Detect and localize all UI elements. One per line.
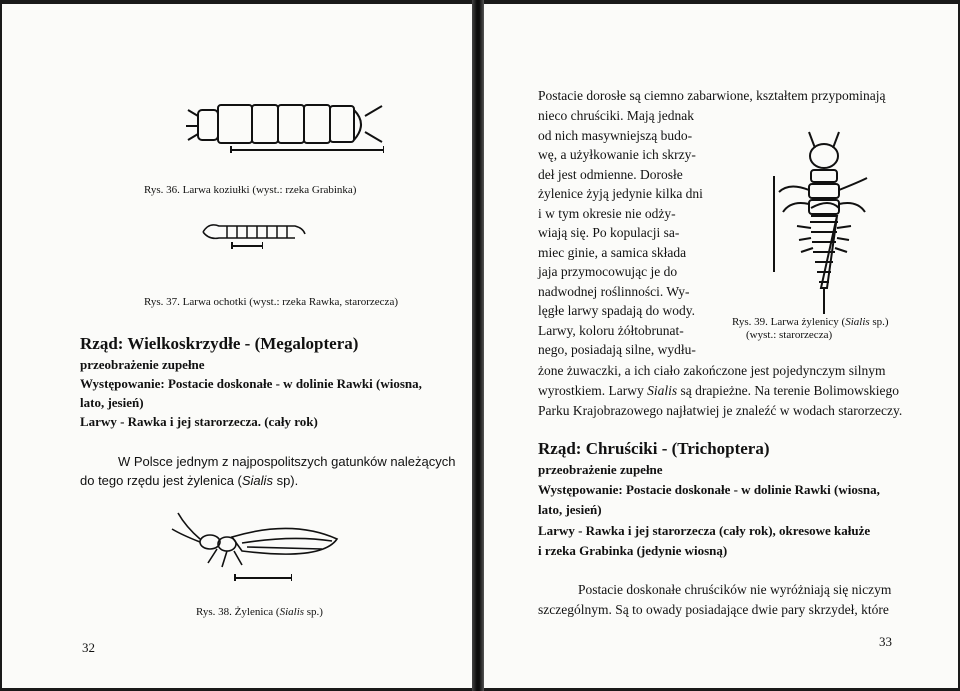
p1-narrow-line: wiają się. Po kopulacji sa- — [538, 225, 680, 240]
p1-tail-line-2 — [538, 381, 899, 401]
p1-narrow-line: żylenice żyją jedynie kilka dni — [538, 186, 703, 201]
p1-tail2-species: Sialis — [647, 383, 678, 398]
fig37-larva-drawing — [199, 220, 309, 242]
occurrence-line-1-right: Występowanie: Postacie doskonałe - w dolinie Rawki (wiosna, — [538, 482, 880, 497]
p1-narrow-line: lęgłe larwy spadają do wody. — [538, 303, 695, 318]
metamorphosis-label-right: przeobrażenie zupełne — [538, 462, 663, 477]
p1-line-full: Postacie dorosłe są ciemno zabarwione, kształtem przypominają — [538, 88, 886, 103]
fig37-scale-bar — [231, 245, 263, 247]
fig39-scale-bar — [773, 176, 775, 272]
trichoptera-heading: Rząd: Chruściki - (Trichoptera) — [538, 439, 770, 458]
fig36-caption: Rys. 36. Larwa koziułki (wyst.: rzeka Grabinka) — [144, 184, 357, 196]
metamorphosis-label: przeobrażenie zupełne — [80, 357, 205, 372]
fig36-scale-bar — [230, 149, 384, 151]
fig39-sialis-larva-drawing — [769, 128, 879, 318]
megaloptera-heading: Rząd: Wielkoskrzydłe - (Megaloptera) — [80, 334, 359, 353]
fig38-sialis-adult-drawing — [172, 509, 347, 579]
p1-narrow-line: nieco chruściki. Mają jednak — [538, 108, 694, 123]
sialis-paragraph-line-2 — [80, 471, 298, 490]
fig38-caption-prefix: Rys. 38. Żylenica ( — [196, 606, 280, 618]
p1-tail-line-3: Parku Krajobrazowego najłatwiej je znaleźć w wodach starorzeczy. — [538, 403, 903, 418]
p1-narrow-line: nadwodnej roślinności. Wy- — [538, 283, 690, 299]
page-number-left: 32 — [82, 640, 95, 655]
book-gutter — [472, 0, 484, 691]
p1-tail2-suffix: są drapieżne. Na terenie Bolimowskiego — [677, 383, 900, 398]
p2-line-1: Postacie doskonałe chruścików nie wyróżniają się niczym — [578, 582, 892, 597]
fig38-caption-species: Sialis — [279, 606, 305, 618]
right-page — [484, 4, 958, 688]
p1-narrow-line: i w tym okresie nie odży- — [538, 205, 676, 221]
p1-tail2-prefix: wyrostkiem. Larwy — [538, 383, 648, 398]
fig38-scale-bar — [234, 577, 292, 579]
sialis-paragraph-line-1: W Polsce jednym z najpospolitszych gatunków należących — [118, 454, 456, 469]
p1-narrow-line: miec ginie, a samica składa — [538, 244, 687, 260]
fig39-caption-suffix: sp.) — [869, 316, 889, 328]
left-page — [2, 4, 472, 688]
fig39-caption-species: Sialis — [845, 316, 870, 328]
fig37-caption: Rys. 37. Larwa ochotki (wyst.: rzeka Rawka, starorzecza) — [144, 296, 398, 308]
occurrence-line-1: Występowanie: Postacie doskonałe - w dolinie Rawki (wiosna, — [80, 376, 422, 391]
fig38-caption-suffix: sp.) — [304, 606, 323, 618]
fig39-caption-line-1 — [732, 316, 889, 328]
fig39-caption-line-2: (wyst.: starorzecza) — [746, 329, 833, 341]
fig36-larva-drawing — [182, 96, 392, 154]
para-line2-prefix: do tego rzędu jest żylenica ( — [80, 473, 242, 488]
para-line2-suffix: sp). — [272, 473, 299, 488]
p1-narrow-line: deł jest odmienne. Dorosłe — [538, 166, 683, 182]
occurrence-line-2: lato, jesień) — [80, 395, 144, 410]
p1-narrow-line: od nich masywniejszą budo- — [538, 127, 693, 143]
p1-narrow-line: jaja przymocowując je do — [538, 264, 678, 279]
para-line2-species: Sialis — [241, 473, 273, 488]
occurrence-line-2-right: lato, jesień) — [538, 502, 602, 517]
p2-line-2: szczególnym. Są to owady posiadające dwie pary skrzydeł, które — [538, 602, 889, 617]
fig38-caption — [196, 606, 323, 618]
p1-narrow-line: wę, a użyłkowanie ich skrzy- — [538, 147, 696, 162]
page-number-right: 33 — [879, 634, 892, 649]
p1-tail-line-1: żone żuwaczki, a ich ciało zakończone jest pojedynczym silnym — [538, 363, 886, 378]
p1-narrow-column — [538, 106, 738, 360]
larvae-line: Larwy - Rawka i jej starorzecza. (cały rok) — [80, 414, 318, 429]
larvae-line-2-right: i rzeka Grabinka (jedynie wiosną) — [538, 543, 728, 558]
fig39-caption-prefix: Rys. 39. Larwa żylenicy ( — [732, 316, 846, 328]
p1-narrow-line: Larwy, koloru żółtobrunat- — [538, 322, 684, 338]
p1-narrow-line: nego, posiadają silne, wydłu- — [538, 342, 696, 357]
larvae-line-1-right: Larwy - Rawka i jej starorzecza (cały rok), okresowe kałuże — [538, 523, 871, 538]
